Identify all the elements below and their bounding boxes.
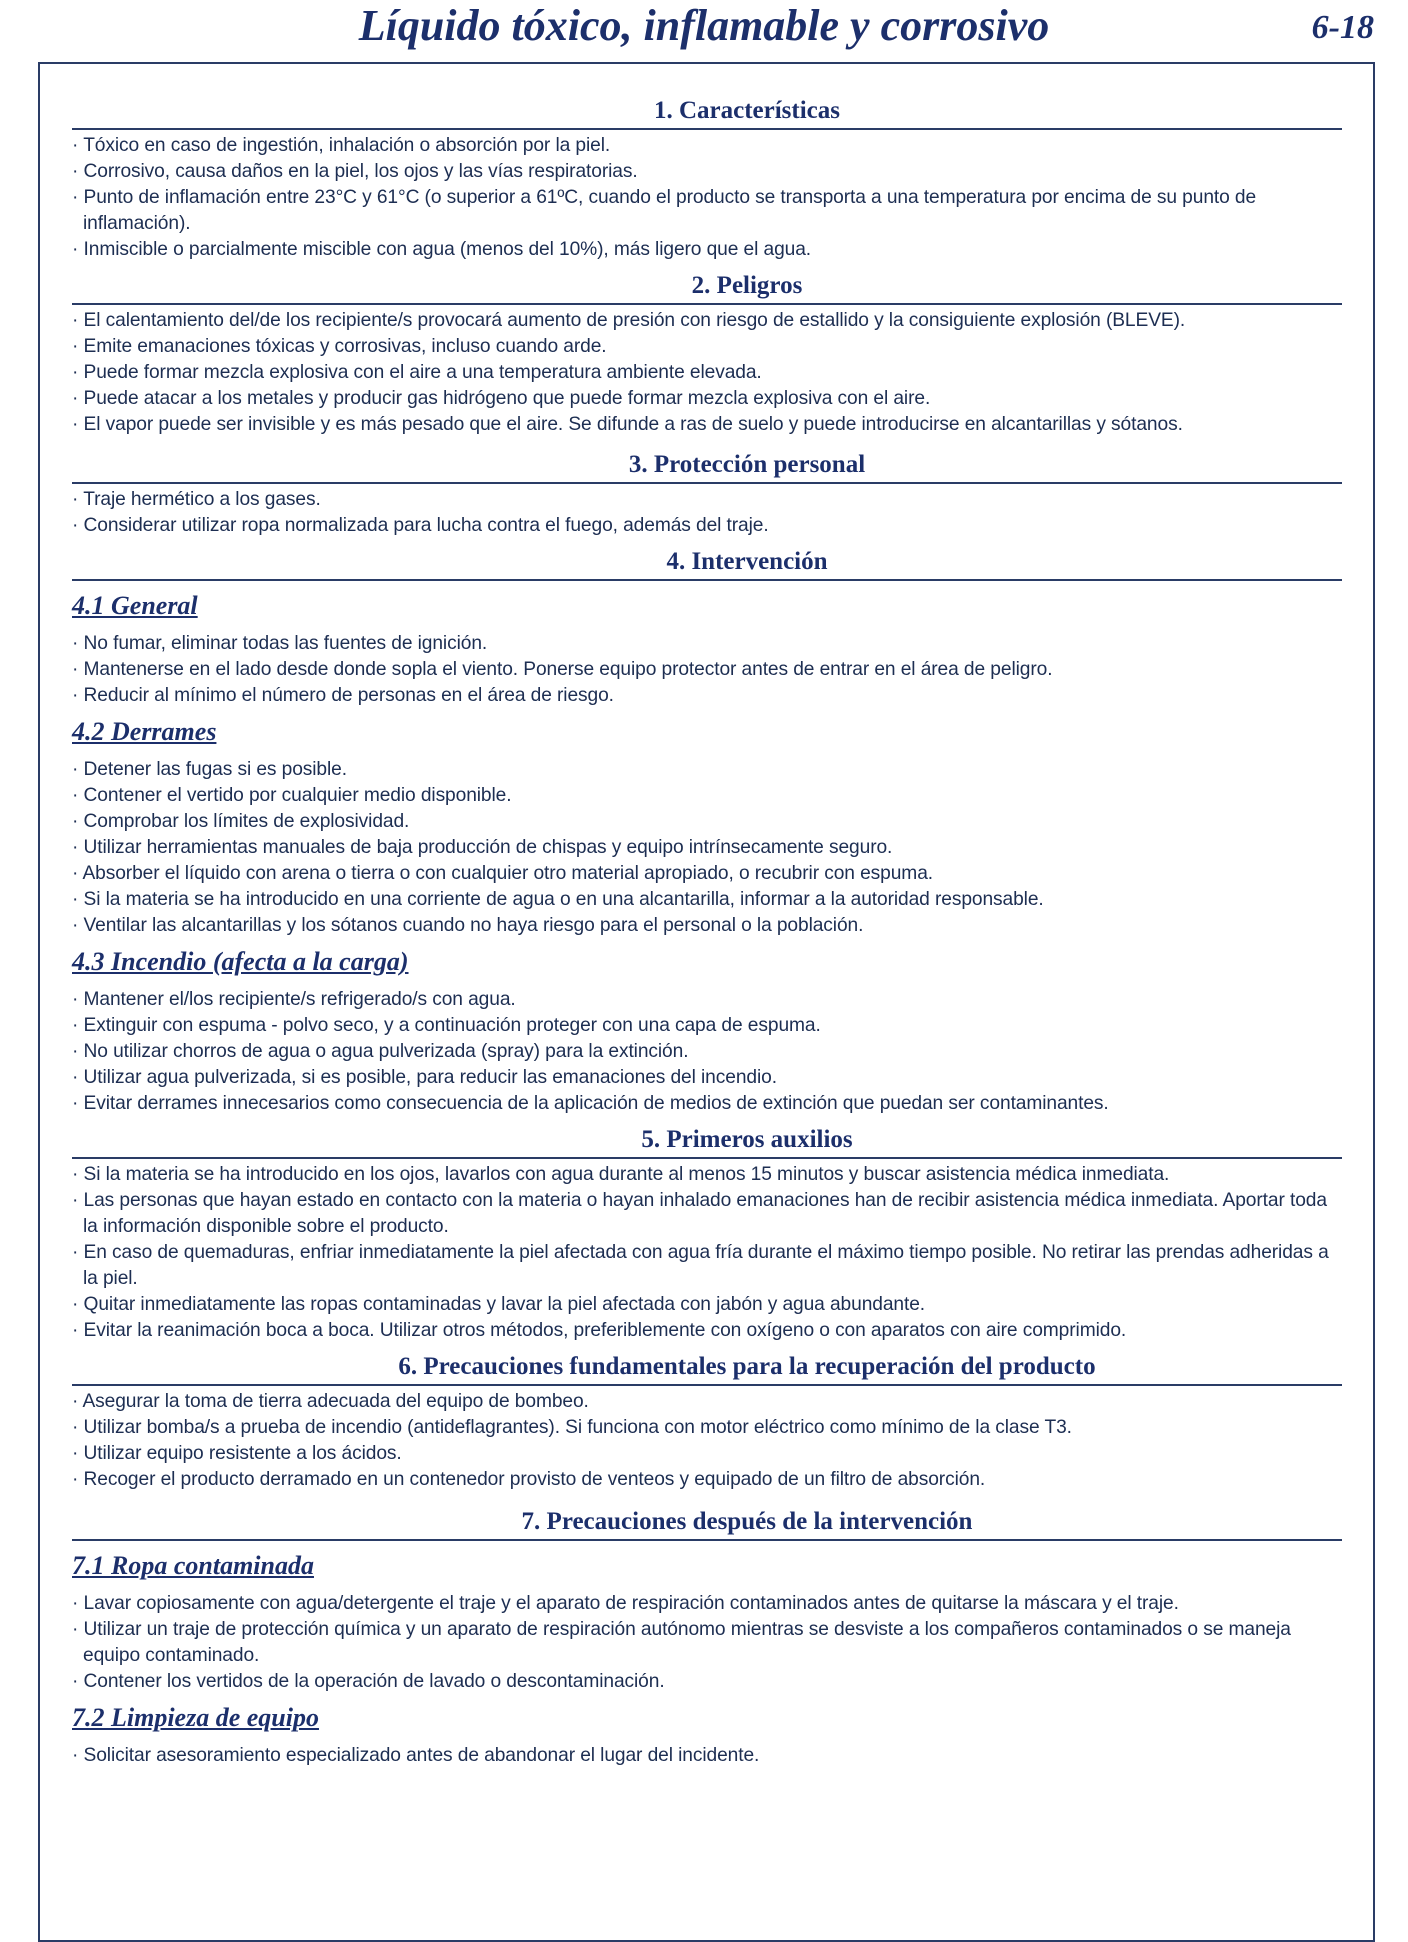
list-item: · Utilizar agua pulverizada, si es posible, para reducir las emanaciones del incendio. bbox=[72, 1065, 1342, 1091]
list-item: · Emite emanaciones tóxicas y corrosivas, incluso cuando arde. bbox=[72, 334, 1342, 360]
list-item: · Traje hermético a los gases. bbox=[72, 487, 1342, 513]
list-item: · Recoger el producto derramado en un contenedor provisto de venteos y equipado de un filtro de absorción. bbox=[72, 1467, 1342, 1493]
section-divider bbox=[72, 482, 1342, 484]
section-despues-intervencion bbox=[72, 1505, 1342, 1769]
list-item: · Solicitar asesoramiento especializado antes de abandonar el lugar del incidente. bbox=[72, 1743, 1342, 1769]
section-divider bbox=[72, 1157, 1342, 1159]
section-recuperacion-producto bbox=[72, 1350, 1342, 1493]
subsection-title: 4.3 Incendio (afecta a la carga) bbox=[72, 947, 409, 976]
section-title: 1. Características bbox=[653, 97, 841, 124]
list-item: · Inmiscible o parcialmente miscible con agua (menos del 10%), más ligero que el agua. bbox=[72, 237, 1342, 263]
list-item: · Ventilar las alcantarillas y los sótanos cuando no haya riesgo para el personal o la población. bbox=[72, 913, 1342, 939]
list-item: · No utilizar chorros de agua o agua pulverizada (spray) para la extinción. bbox=[72, 1039, 1342, 1065]
list-item: · Contener el vertido por cualquier medio disponible. bbox=[72, 783, 1342, 809]
list-item: · Comprobar los límites de explosividad. bbox=[72, 809, 1342, 835]
section-title: 2. Peligros bbox=[691, 272, 803, 299]
document-body bbox=[72, 94, 1342, 1769]
list-item: · Puede formar mezcla explosiva con el aire a una temperatura ambiente elevada. bbox=[72, 360, 1342, 386]
section-divider bbox=[72, 579, 1342, 581]
list-item: · Utilizar un traje de protección química y un aparato de respiración autónomo mientras se desviste a los compañeros contaminados o se maneja equipo contaminado. bbox=[72, 1617, 1342, 1669]
list-item: · Utilizar equipo resistente a los ácidos. bbox=[72, 1441, 1342, 1467]
list-item: · Si la materia se ha introducido en una corriente de agua o en una alcantarilla, informar a la autoridad responsable. bbox=[72, 887, 1342, 913]
list-item: · Mantener el/los recipiente/s refrigerado/s con agua. bbox=[72, 987, 1342, 1013]
section-proteccion-personal bbox=[72, 448, 1342, 539]
page-number: 6-18 bbox=[1311, 9, 1374, 46]
subsection-title: 7.2 Limpieza de equipo bbox=[72, 1703, 319, 1732]
list-item: · Tóxico en caso de ingestión, inhalación o absorción por la piel. bbox=[72, 133, 1342, 159]
list-item: · Absorber el líquido con arena o tierra o con cualquier otro material apropiado, o recubrir con espuma. bbox=[72, 861, 1342, 887]
section-title: 6. Precauciones fundamentales para la recuperación del producto bbox=[398, 1353, 1096, 1380]
list-item: · Lavar copiosamente con agua/detergente el traje y el aparato de respiración contaminados antes de quitarse la máscara y el traje. bbox=[72, 1591, 1342, 1617]
list-item: · Evitar derrames innecesarios como consecuencia de la aplicación de medios de extinción que puedan ser contaminantes. bbox=[72, 1091, 1342, 1117]
document-title: Líquido tóxico, inflamable y corrosivo bbox=[358, 1, 1050, 50]
section-title: 3. Protección personal bbox=[628, 451, 866, 478]
list-item: · El calentamiento del/de los recipiente/s provocará aumento de presión con riesgo de estallido y la consiguiente explosión (BLEVE). bbox=[72, 308, 1342, 334]
section-caracteristicas bbox=[72, 94, 1342, 263]
section-divider bbox=[72, 303, 1342, 305]
list-item: · Utilizar herramientas manuales de baja producción de chispas y equipo intrínsecamente seguro. bbox=[72, 835, 1342, 861]
list-item: · Mantenerse en el lado desde donde sopla el viento. Ponerse equipo protector antes de entrar en el área de peligro. bbox=[72, 657, 1342, 683]
list-item: · Reducir al mínimo el número de personas en el área de riesgo. bbox=[72, 683, 1342, 709]
list-item: · No fumar, eliminar todas las fuentes de ignición. bbox=[72, 631, 1342, 657]
list-item: · Evitar la reanimación boca a boca. Utilizar otros métodos, preferiblemente con oxígeno o con aparatos con aire comprimido. bbox=[72, 1318, 1342, 1344]
subsection-title: 4.1 General bbox=[72, 591, 198, 620]
list-item: · Punto de inflamación entre 23°C y 61°C (o superior a 61ºC, cuando el producto se transporta a una temperatura por encima de su punto de inflamación). bbox=[72, 185, 1342, 237]
list-item: · Si la materia se ha introducido en los ojos, lavarlos con agua durante al menos 15 minutos y buscar asistencia médica inmediata. bbox=[72, 1162, 1342, 1188]
section-divider bbox=[72, 1539, 1342, 1541]
list-item: · Puede atacar a los metales y producir gas hidrógeno que puede formar mezcla explosiva con el aire. bbox=[72, 386, 1342, 412]
list-item: · Corrosivo, causa daños en la piel, los ojos y las vías respiratorias. bbox=[72, 159, 1342, 185]
list-item: · El vapor puede ser invisible y es más pesado que el aire. Se difunde a ras de suelo y puede introducirse en alcantarillas y sótanos. bbox=[72, 412, 1342, 438]
section-title: 7. Precauciones después de la intervención bbox=[521, 1508, 973, 1535]
section-divider bbox=[72, 1384, 1342, 1386]
section-title: 4. Intervención bbox=[666, 548, 828, 575]
list-item: · En caso de quemaduras, enfriar inmediatamente la piel afectada con agua fría durante el máximo tiempo posible. No retirar las prendas adheridas a la piel. bbox=[72, 1240, 1342, 1292]
section-intervencion bbox=[72, 545, 1342, 1117]
section-title: 5. Primeros auxilios bbox=[641, 1126, 853, 1153]
section-primeros-auxilios bbox=[72, 1123, 1342, 1344]
section-divider bbox=[72, 128, 1342, 130]
subsection-title: 4.2 Derrames bbox=[72, 717, 217, 746]
list-item: · Las personas que hayan estado en contacto con la materia o hayan inhalado emanaciones han de recibir asistencia médica inmediata. Aportar toda la información disponible sobre el producto. bbox=[72, 1188, 1342, 1240]
list-item: · Utilizar bomba/s a prueba de incendio (antideflagrantes). Si funciona con motor eléctrico como mínimo de la clase T3. bbox=[72, 1415, 1342, 1441]
subsection-title: 7.1 Ropa contaminada bbox=[72, 1551, 314, 1580]
list-item: · Detener las fugas si es posible. bbox=[72, 757, 1342, 783]
list-item: · Quitar inmediatamente las ropas contaminadas y lavar la piel afectada con jabón y agua abundante. bbox=[72, 1292, 1342, 1318]
section-peligros bbox=[72, 269, 1342, 438]
list-item: · Contener los vertidos de la operación de lavado o descontaminación. bbox=[72, 1669, 1342, 1695]
list-item: · Extinguir con espuma - polvo seco, y a continuación proteger con una capa de espuma. bbox=[72, 1013, 1342, 1039]
list-item: · Asegurar la toma de tierra adecuada del equipo de bombeo. bbox=[72, 1389, 1342, 1415]
list-item: · Considerar utilizar ropa normalizada para lucha contra el fuego, además del traje. bbox=[72, 513, 1342, 539]
